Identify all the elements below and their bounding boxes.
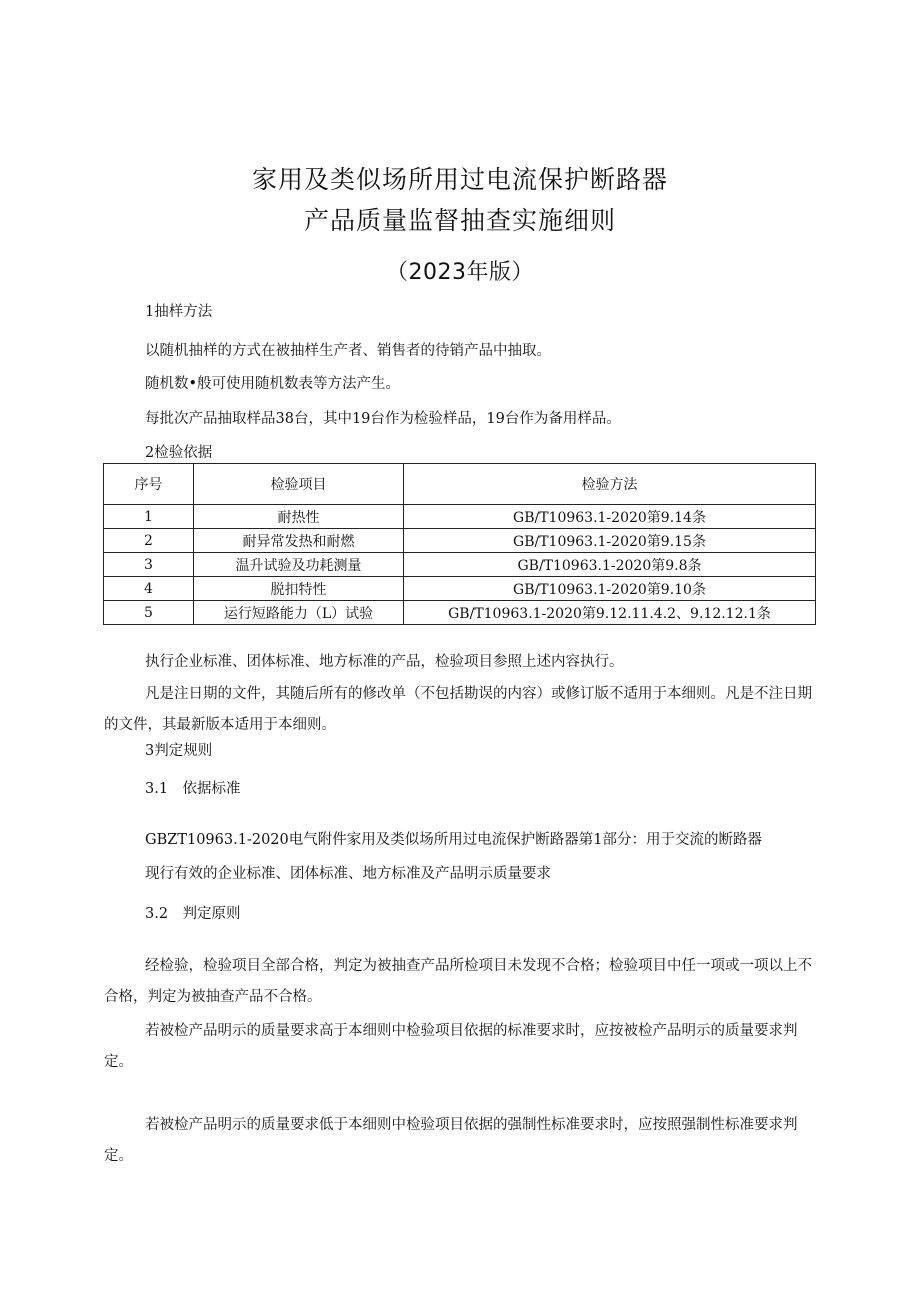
section2-heading: 2检验依据 — [145, 445, 213, 461]
table-cell-item: 运行短路能力（L）试验 — [194, 601, 404, 625]
table-row — [104, 505, 816, 529]
table-cell-method: GB/T10963.1-2020第9.12.11.4.2、9.12.12.1条 — [404, 601, 816, 625]
table-header-no: 序号 — [104, 464, 194, 505]
section2-note: 执行企业标准、团体标准、地方标准的产品，检验项目参照上述内容执行。 — [145, 654, 624, 670]
document-edition: （2023年版） — [386, 260, 534, 285]
table-cell-method: GB/T10963.1-2020第9.8条 — [404, 553, 816, 577]
judgement-paragraph: 经检验，检验项目全部合格，判定为被抽查产品所检项目未发现不合格；检验项目中任一项或一项以上不合格，判定为被抽查产品不合格。 — [104, 958, 812, 1005]
table-cell-item: 耐热性 — [194, 505, 404, 529]
table-cell-item: 温升试验及功耗测量 — [194, 553, 404, 577]
section3-heading: 3判定规则 — [145, 743, 213, 759]
table-cell-no: 5 — [104, 601, 194, 625]
table-cell-method: GB/T10963.1-2020第9.10条 — [404, 577, 816, 601]
table-row — [104, 577, 816, 601]
table-header-method: 检验方法 — [404, 464, 816, 505]
section3-2-heading: 3.2 判定原则 — [145, 906, 241, 922]
table-cell-no: 1 — [104, 505, 194, 529]
section2-note-paragraph: 凡是注日期的文件，其随后所有的修改单（不包括勘误的内容）或修订版不适用于本细则。凡是不注日期的文件，其最新版本适用于本细则。 — [104, 686, 812, 733]
standard-line: 现行有效的企业标准、团体标准、地方标准及产品明示质量要求 — [145, 866, 551, 882]
table-cell-method: GB/T10963.1-2020第9.14条 — [404, 505, 816, 529]
section1-line: 随机数•般可使用随机数表等方法产生。 — [145, 376, 401, 392]
section1-line: 每批次产品抽取样品38台，其中19台作为检验样品，19台作为备用样品。 — [145, 411, 621, 427]
section3-1-heading: 3.1 依据标准 — [145, 781, 241, 797]
table-cell-item: 耐异常发热和耐燃 — [194, 529, 404, 553]
judgement-paragraph: 若被检产品明示的质量要求低于本细则中检验项目依据的强制性标准要求时，应按照强制性标准要求判定。 — [104, 1117, 798, 1164]
section1-heading: 1抽样方法 — [145, 304, 213, 320]
standard-line: GBZT10963.1-2020电气附件家用及类似场所用过电流保护断路器第1部分：用于交流的断路器 — [145, 832, 762, 848]
table-header-row — [104, 464, 816, 505]
table-cell-item: 脱扣特性 — [194, 577, 404, 601]
table-cell-no: 4 — [104, 577, 194, 601]
table-row — [104, 529, 816, 553]
table-row — [104, 601, 816, 625]
section1-line: 以随机抽样的方式在被抽样生产者、销售者的待销产品中抽取。 — [145, 343, 551, 359]
judgement-paragraph: 若被检产品明示的质量要求高于本细则中检验项目依据的标准要求时，应按被检产品明示的质量要求判定。 — [104, 1023, 798, 1070]
table-cell-no: 3 — [104, 553, 194, 577]
table-row — [104, 553, 816, 577]
document-title: 家用及类似场所用过电流保护断路器 — [251, 165, 668, 194]
table-cell-method: GB/T10963.1-2020第9.15条 — [404, 529, 816, 553]
table-cell-no: 2 — [104, 529, 194, 553]
inspection-table — [103, 463, 816, 625]
document-subtitle: 产品质量监督抽查实施细则 — [303, 206, 616, 235]
table-header-item: 检验项目 — [194, 464, 404, 505]
